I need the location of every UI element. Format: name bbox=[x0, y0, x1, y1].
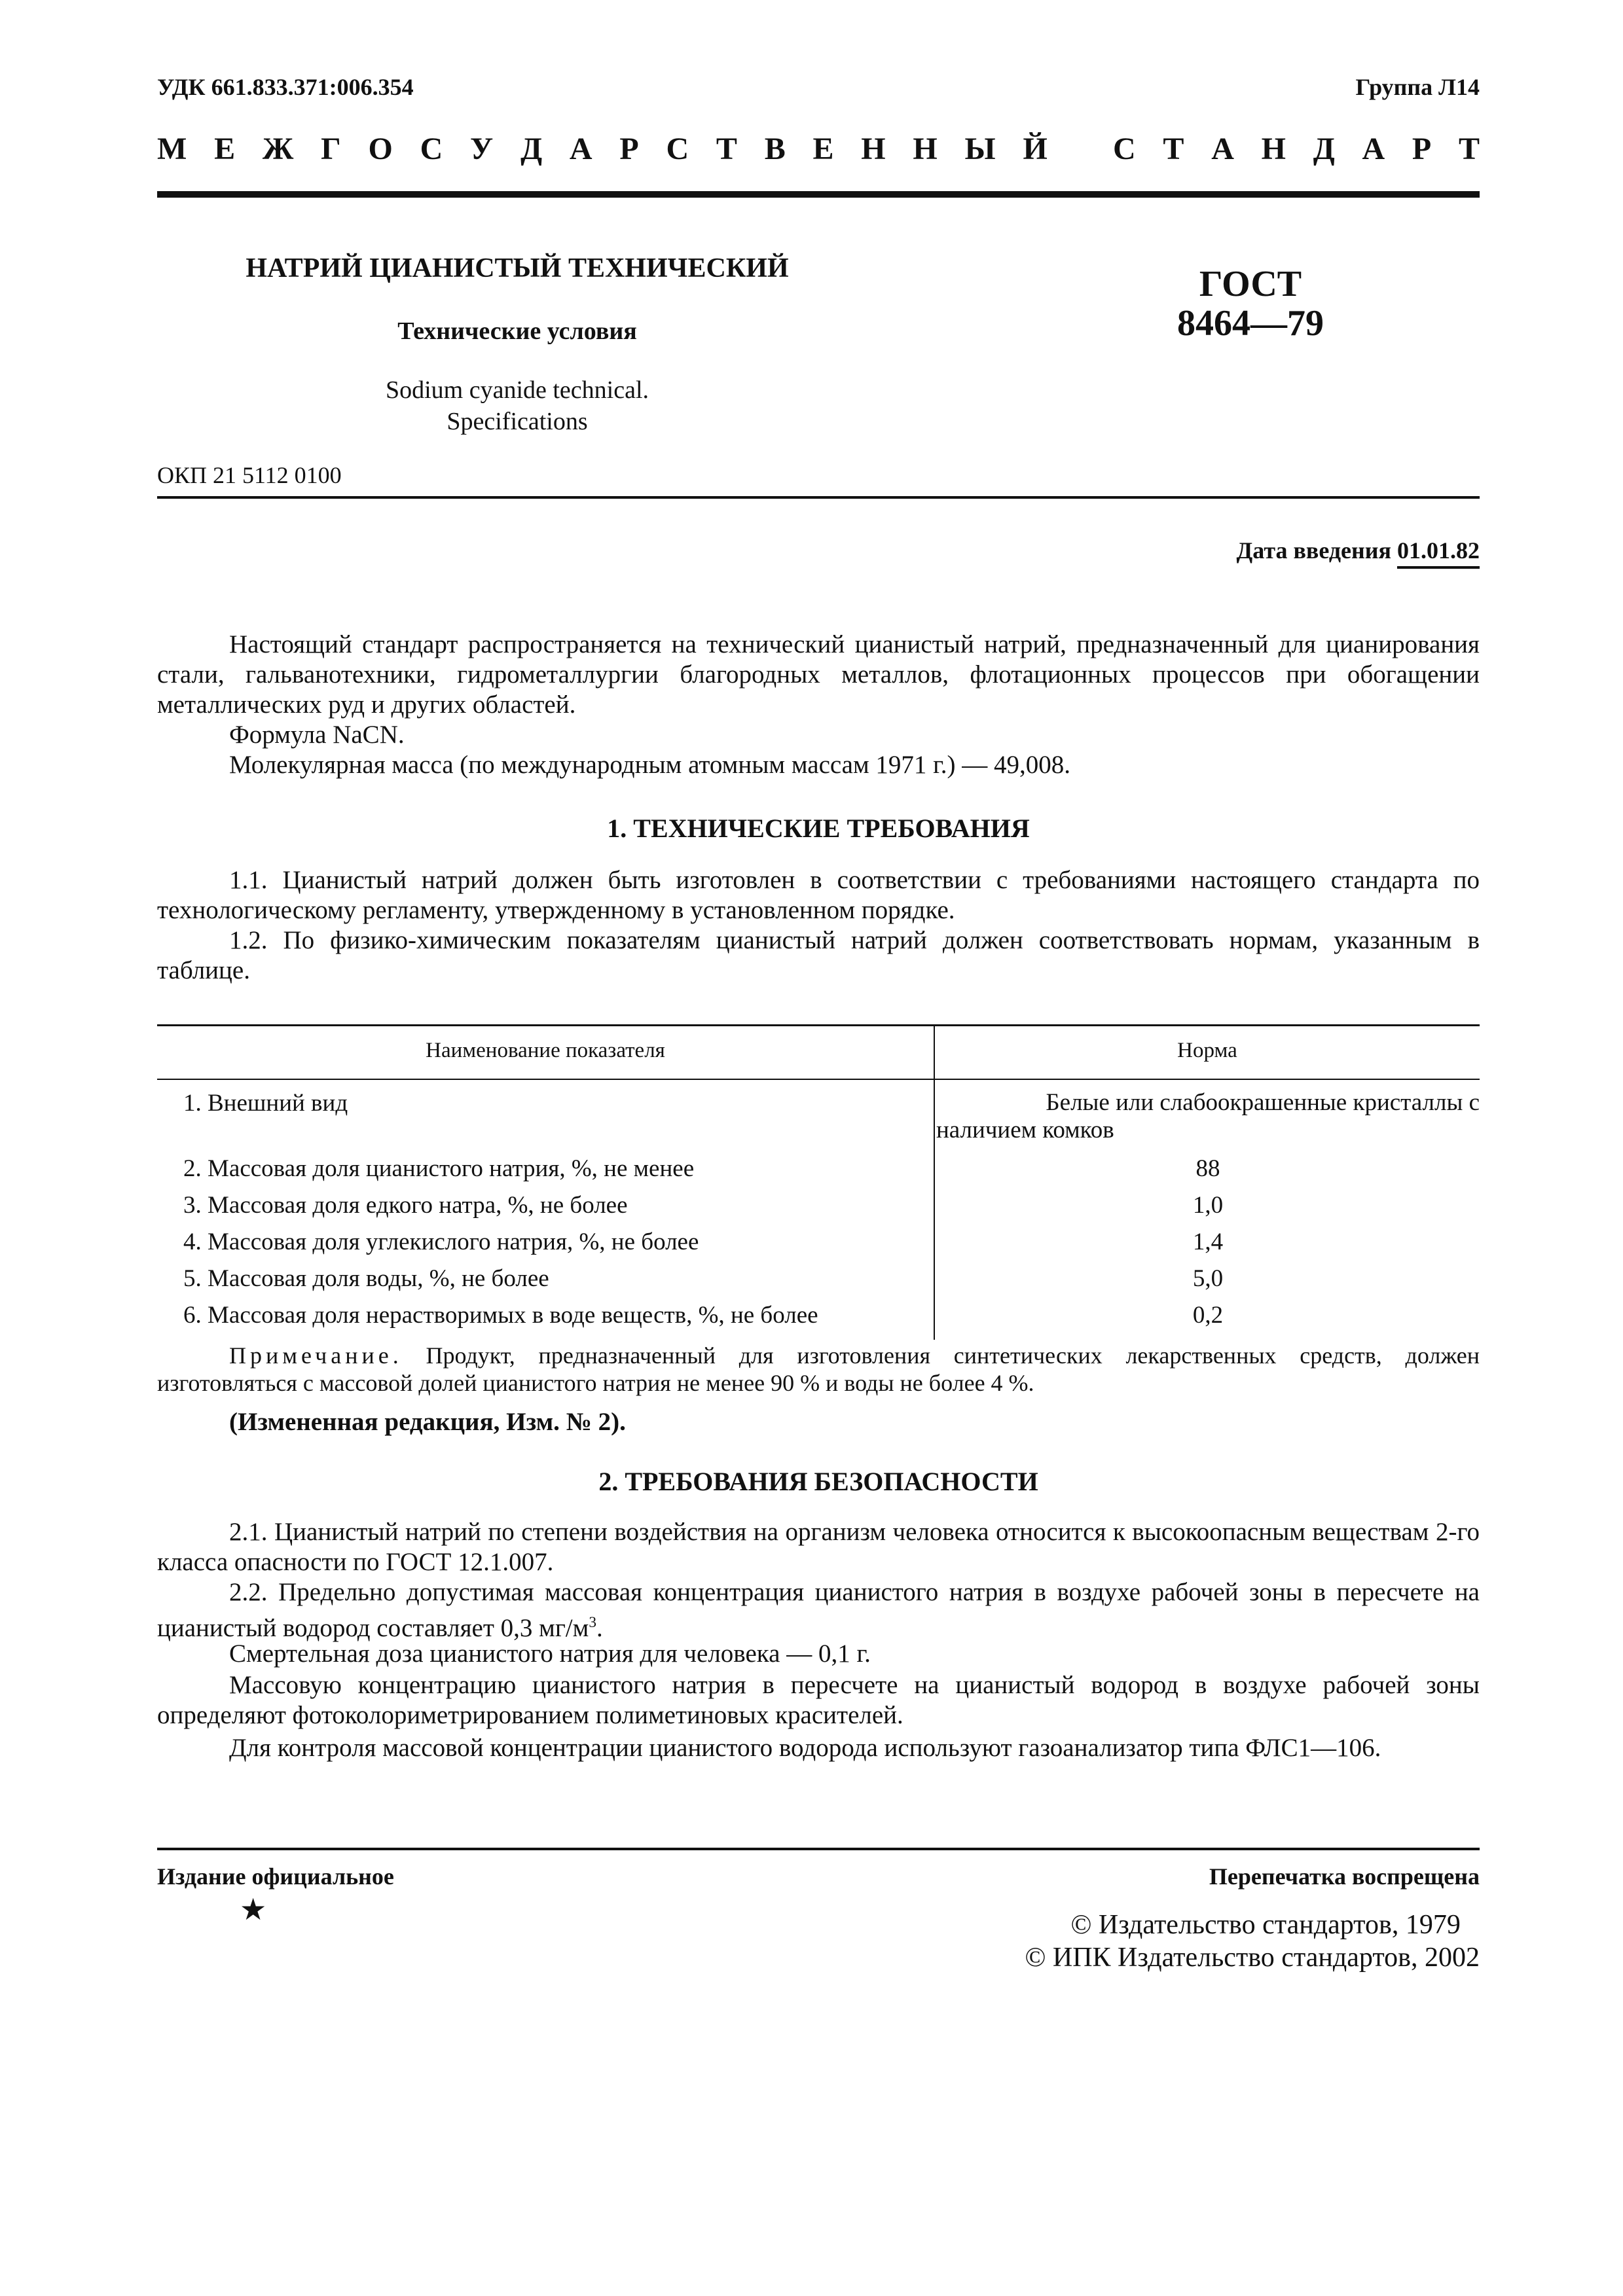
clause-2-2-sup: 3 bbox=[589, 1614, 597, 1631]
section-1-heading: 1. ТЕХНИЧЕСКИЕ ТРЕБОВАНИЯ bbox=[607, 814, 1030, 843]
banner-word-standard bbox=[1113, 131, 1480, 167]
table-cell-norm: 1,4 bbox=[1192, 1229, 1224, 1255]
banner-letter: Р bbox=[619, 132, 639, 166]
table-row: 4. Массовая доля углекислого натрия, %, не более bbox=[183, 1229, 699, 1255]
section-2-heading: 2. ТРЕБОВАНИЯ БЕЗОПАСНОСТИ bbox=[598, 1467, 1038, 1496]
copyright-line2: © ИПК Издательство стандартов, 2002 bbox=[1025, 1943, 1480, 1973]
gost-number bbox=[1126, 264, 1375, 343]
formula-line: Формула NaCN. bbox=[229, 721, 405, 749]
copyright-line1: © Издательство стандартов, 1979 bbox=[1070, 1910, 1461, 1940]
table-cell-norm bbox=[936, 1089, 1480, 1144]
banner-letter: Т bbox=[716, 132, 737, 166]
table-top-rule bbox=[157, 1024, 1480, 1026]
table-header-rule bbox=[157, 1079, 1480, 1080]
table-row: 5. Массовая доля воды, %, не более bbox=[183, 1265, 549, 1292]
norm-line2: наличием комков bbox=[936, 1117, 1114, 1143]
control-paragraph: Для контроля массовой концентрации цианистого водорода используют газоанализатор типа ФЛС1—106. bbox=[229, 1734, 1381, 1762]
banner-letter: Г bbox=[321, 132, 341, 166]
date-value: 01.01.82 bbox=[1397, 537, 1480, 569]
english-title-line1: Sodium cyanide technical. bbox=[385, 376, 649, 404]
note-label: Примечание. bbox=[229, 1342, 403, 1369]
table-row: 1. Внешний вид bbox=[183, 1090, 348, 1117]
gost-label: ГОСТ bbox=[1199, 264, 1302, 304]
banner-word-interstate bbox=[157, 131, 1048, 167]
table-row: 2. Массовая доля цианистого натрия, %, не менее bbox=[183, 1155, 695, 1182]
table-header-norm: Норма bbox=[1177, 1039, 1237, 1062]
table-row: 6. Массовая доля нерастворимых в воде веществ, %, не более bbox=[183, 1302, 818, 1329]
official-edition-label: Издание официальное bbox=[157, 1863, 394, 1890]
table-row: 3. Массовая доля едкого натра, %, не более bbox=[183, 1192, 628, 1219]
standard-english-title bbox=[157, 374, 877, 437]
footer-rule bbox=[157, 1848, 1480, 1850]
effective-date bbox=[1237, 537, 1480, 564]
clause-2-2 bbox=[157, 1577, 1480, 1643]
copyright-block bbox=[1025, 1909, 1480, 1974]
banner-letter: Т bbox=[1163, 132, 1184, 166]
note-text: Продукт, предназначенный для изготовления синтетических лекарственных средств, должен изготовляться с массовой долей цианистого натрия не менее 90 % и воды не более 4 %. bbox=[157, 1342, 1480, 1396]
molecular-mass-line: Молекулярная масса (по международным атомным массам 1971 г.) — 49,008. bbox=[229, 751, 1071, 779]
banner-letter: Ж bbox=[262, 132, 294, 166]
banner-letter: В bbox=[764, 132, 786, 166]
banner-letter: Н bbox=[1261, 132, 1286, 166]
table-note bbox=[157, 1342, 1480, 1397]
intro-paragraph: Настоящий стандарт распространяется на технический цианистый натрий, предназначенный для цианирования стали, гальванотехники, гидрометаллургии благородных металлов, флотационных процессов при обогащении металлических руд и других областей. bbox=[157, 630, 1480, 719]
measurement-paragraph: Массовую концентрацию цианистого натрия в пересчете на цианистый водород в воздухе рабочей зоны определяют фотоколориметрированием полиметиновых красителей. bbox=[157, 1671, 1480, 1729]
banner-letter: С bbox=[1113, 132, 1136, 166]
banner-letter: Н bbox=[861, 132, 886, 166]
banner-letter: Й bbox=[1023, 132, 1048, 166]
date-label: Дата введения bbox=[1236, 537, 1391, 564]
banner-letter: Ы bbox=[964, 132, 996, 166]
okp-code: ОКП 21 5112 0100 bbox=[157, 462, 342, 488]
banner-letter: Е bbox=[812, 132, 834, 166]
banner-letter: Р bbox=[1412, 132, 1432, 166]
banner-letter: А bbox=[1211, 132, 1234, 166]
clause-2-1: 2.1. Цианистый натрий по степени воздействия на организм человека относится к высокоопасным веществам 2-го класса опасности по ГОСТ 12.1.007. bbox=[157, 1518, 1480, 1576]
header-rule bbox=[157, 191, 1480, 198]
clause-2-2-end: . bbox=[596, 1614, 603, 1642]
table-cell-norm: 5,0 bbox=[1192, 1265, 1224, 1292]
banner-letter: Е bbox=[214, 132, 236, 166]
banner-letter: У bbox=[470, 132, 494, 166]
group-code: Группа Л14 bbox=[1355, 74, 1480, 100]
banner-letter: Н bbox=[913, 132, 938, 166]
udk-code: УДК 661.833.371:006.354 bbox=[157, 74, 414, 100]
clause-1-1: 1.1. Цианистый натрий должен быть изготовлен в соответствии с требованиями настоящего стандарта по технологическому регламенту, утвержденному в установленном порядке. bbox=[157, 866, 1480, 924]
banner-letter: А bbox=[1362, 132, 1385, 166]
standard-title: НАТРИЙ ЦИАНИСТЫЙ ТЕХНИЧЕСКИЙ bbox=[246, 253, 789, 283]
title-rule bbox=[157, 496, 1480, 499]
clause-1-2: 1.2. По физико-химическим показателям цианистый натрий должен соответствовать нормам, указанным в таблице. bbox=[157, 926, 1480, 984]
banner-letter: Т bbox=[1458, 132, 1480, 166]
table-cell-norm: 88 bbox=[1195, 1155, 1220, 1182]
header-row bbox=[157, 73, 1480, 101]
banner-letter: Д bbox=[520, 132, 543, 166]
banner-letter: С bbox=[666, 132, 689, 166]
banner-letter: Д bbox=[1313, 132, 1335, 166]
table-column-divider bbox=[934, 1024, 935, 1340]
document-page bbox=[157, 0, 1480, 2296]
banner-letter: С bbox=[420, 132, 443, 166]
norm-line1: Белые или слабоокрашенные кристаллы с bbox=[1046, 1089, 1480, 1116]
reprint-prohibited-label: Перепечатка воспрещена bbox=[1209, 1863, 1480, 1890]
amendment-note: (Измененная редакция, Изм. № 2). bbox=[229, 1408, 626, 1436]
banner-letter: М bbox=[157, 132, 187, 166]
standard-subtitle: Технические условия bbox=[397, 317, 637, 345]
gost-code: 8464—79 bbox=[1177, 303, 1324, 344]
table-cell-norm: 1,0 bbox=[1192, 1192, 1224, 1219]
english-title-line2: Specifications bbox=[447, 408, 588, 435]
interstate-standard-banner bbox=[157, 131, 1480, 167]
star-icon: ★ bbox=[240, 1893, 267, 1926]
table-header-indicator: Наименование показателя bbox=[426, 1039, 665, 1062]
banner-letter: О bbox=[368, 132, 393, 166]
banner-letter: А bbox=[569, 132, 593, 166]
table-cell-norm: 0,2 bbox=[1192, 1302, 1224, 1329]
lethal-dose-line: Смертельная доза цианистого натрия для человека — 0,1 г. bbox=[229, 1640, 871, 1668]
clause-2-2-text: 2.2. Предельно допустимая массовая концентрация цианистого натрия в воздухе рабочей зоны в пересчете на цианистый водород составляет 0,3 мг/м bbox=[157, 1578, 1480, 1642]
